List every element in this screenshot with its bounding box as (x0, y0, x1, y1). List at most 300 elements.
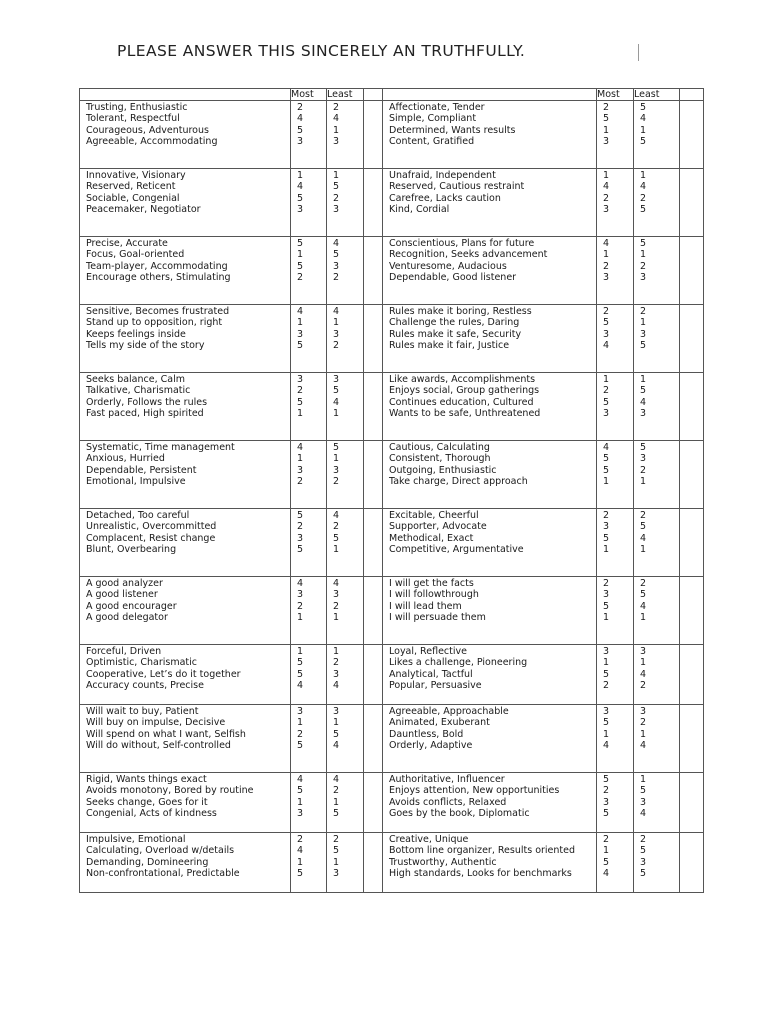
text-cursor (638, 44, 639, 61)
left-trait-cell (80, 645, 291, 705)
left-least-value: 1 (333, 611, 340, 623)
right-most-value: 5 (603, 856, 610, 868)
right-trait-value: Take charge, Direct approach (389, 475, 528, 487)
left-trait-value: Demanding, Domineering (86, 856, 209, 868)
right-most-cell[interactable] (597, 373, 634, 441)
right-most-value: 1 (603, 170, 610, 181)
right-trait-value: Animated, Exuberant (389, 717, 490, 729)
left-least-value: 2 (333, 192, 340, 204)
left-least-value: 2 (333, 339, 340, 351)
right-trait-value: Loyal, Reflective (389, 646, 467, 657)
right-most-value: 1 (603, 249, 610, 261)
left-most-value: 3 (297, 532, 304, 544)
left-trait-value: Sociable, Congenial (86, 192, 180, 204)
left-least-value: 4 (333, 774, 340, 785)
right-least-cell[interactable] (634, 773, 680, 833)
right-most-value: 1 (603, 728, 610, 740)
left-spacer-cell[interactable] (364, 509, 383, 577)
right-trait-value: Orderly, Adaptive (389, 739, 473, 751)
right-trait-value: I will lead them (389, 600, 462, 612)
right-trait-value: Trustworthy, Authentic (389, 856, 497, 868)
right-least-value: 4 (640, 396, 647, 408)
left-trait-value: A good delegator (86, 611, 168, 623)
right-most-value: 1 (603, 475, 610, 487)
right-least-value: 4 (640, 181, 647, 193)
right-spacer-cell[interactable] (680, 373, 704, 441)
group-row (80, 373, 704, 441)
left-least-cell[interactable] (327, 577, 364, 645)
left-least-value: 3 (333, 203, 340, 215)
right-most-cell[interactable] (597, 169, 634, 237)
left-trait-value: Accuracy counts, Precise (86, 679, 204, 691)
group-row (80, 441, 704, 509)
group-row (80, 833, 704, 893)
left-most-value: 2 (297, 102, 304, 113)
left-trait-value: A good encourager (86, 600, 177, 612)
left-most-value: 5 (297, 657, 304, 669)
right-least-value: 1 (640, 249, 647, 261)
left-trait-cell (80, 509, 291, 577)
left-spacer-cell[interactable] (364, 373, 383, 441)
left-trait-cell (80, 441, 291, 509)
left-trait-value: Reserved, Reticent (86, 181, 176, 193)
right-least-value: 5 (640, 521, 647, 533)
left-most-cell[interactable] (291, 169, 327, 237)
left-trait-cell (80, 705, 291, 773)
left-trait-value: Agreeable, Accommodating (86, 135, 218, 147)
right-trait-value: Cautious, Calculating (389, 442, 490, 453)
left-spacer-cell[interactable] (364, 773, 383, 833)
left-most-cell[interactable] (291, 509, 327, 577)
left-trait-value: Will spend on what I want, Selfish (86, 728, 246, 740)
right-most-value: 4 (603, 339, 610, 351)
left-trait-value: Emotional, Impulsive (86, 475, 186, 487)
left-least-value: 1 (333, 124, 340, 136)
left-spacer-cell[interactable] (364, 705, 383, 773)
left-trait-value: A good analyzer (86, 578, 163, 589)
right-trait-value: Rules make it safe, Security (389, 328, 522, 340)
right-trait-value: Content, Gratified (389, 135, 475, 147)
left-most-value: 1 (297, 717, 304, 729)
right-most-value: 2 (603, 785, 610, 797)
right-trait-value: Rules make it fair, Justice (389, 339, 510, 351)
right-most-value: 3 (603, 271, 610, 283)
group-row (80, 509, 704, 577)
left-most-value: 1 (297, 249, 304, 261)
left-most-value: 5 (297, 867, 304, 879)
left-trait-cell (80, 773, 291, 833)
right-spacer-cell[interactable] (680, 305, 704, 373)
right-least-value: 1 (640, 317, 647, 329)
left-most-value: 4 (297, 774, 304, 785)
left-most-value: 4 (297, 113, 304, 125)
right-trait-value: Authoritative, Influencer (389, 774, 505, 785)
right-most-cell[interactable] (597, 101, 634, 169)
right-most-cell[interactable] (597, 305, 634, 373)
right-most-value: 2 (603, 102, 610, 113)
left-least-cell[interactable] (327, 237, 364, 305)
left-spacer-cell[interactable] (364, 169, 383, 237)
right-least-value: 4 (640, 532, 647, 544)
right-trait-value: Recognition, Seeks advancement (389, 249, 548, 261)
left-spacer-cell[interactable] (364, 237, 383, 305)
right-trait-value: Simple, Compliant (389, 113, 477, 125)
right-most-value: 1 (603, 124, 610, 136)
left-trait-value: Keeps feelings inside (86, 328, 186, 340)
left-least-value: 3 (333, 135, 340, 147)
right-most-value: 1 (603, 845, 610, 857)
left-most-value: 2 (297, 385, 304, 397)
right-least-value: 1 (640, 170, 647, 181)
right-trait-cell (383, 645, 597, 705)
left-trait-value: Non-confrontational, Predictable (86, 867, 240, 879)
left-trait-cell (80, 101, 291, 169)
left-trait-value: Unrealistic, Overcommitted (86, 521, 217, 533)
left-most-value: 4 (297, 845, 304, 857)
left-trait-value: Seeks change, Goes for it (86, 796, 208, 808)
left-least-value: 1 (333, 543, 340, 555)
right-most-cell[interactable] (597, 773, 634, 833)
left-least-value: 4 (333, 238, 340, 249)
right-spacer-cell[interactable] (680, 773, 704, 833)
left-most-value: 1 (297, 646, 304, 657)
left-trait-value: Forceful, Driven (86, 646, 162, 657)
left-least-value: 3 (333, 260, 340, 272)
right-trait-value: Outgoing, Enthusiastic (389, 464, 497, 476)
left-least-value: 2 (333, 521, 340, 533)
right-most-value: 3 (603, 796, 610, 808)
left-spacer-cell[interactable] (364, 101, 383, 169)
right-most-header: Most (597, 89, 634, 101)
right-trait-value: Consistent, Thorough (389, 453, 491, 465)
left-most-value: 4 (297, 442, 304, 453)
left-least-value: 1 (333, 856, 340, 868)
right-most-cell[interactable] (597, 577, 634, 645)
survey-table (79, 88, 704, 893)
right-most-cell[interactable] (597, 237, 634, 305)
right-least-value: 4 (640, 600, 647, 612)
group-row (80, 577, 704, 645)
left-trait-value: Seeks balance, Calm (86, 374, 185, 385)
left-least-value: 4 (333, 578, 340, 589)
group-row (80, 773, 704, 833)
left-most-cell[interactable] (291, 237, 327, 305)
group-row (80, 705, 704, 773)
right-trait-value: Venturesome, Audacious (389, 260, 507, 272)
right-trait-value: Likes a challenge, Pioneering (389, 657, 528, 669)
right-most-value: 2 (603, 192, 610, 204)
right-most-value: 4 (603, 181, 610, 193)
left-trait-value: Peacemaker, Negotiator (86, 203, 201, 215)
left-most-value: 3 (297, 328, 304, 340)
right-trait-value: Unafraid, Independent (389, 170, 496, 181)
right-least-value: 2 (640, 464, 647, 476)
right-spacer-cell[interactable] (680, 441, 704, 509)
left-most-cell[interactable] (291, 373, 327, 441)
left-trait-cell (80, 373, 291, 441)
left-least-cell[interactable] (327, 101, 364, 169)
left-trait-cell (80, 577, 291, 645)
right-spacer-cell[interactable] (680, 509, 704, 577)
left-trait-value: Will wait to buy, Patient (86, 706, 199, 717)
left-trait-value: Cooperative, Let’s do it together (86, 668, 241, 680)
right-least-cell[interactable] (634, 705, 680, 773)
right-most-cell[interactable] (597, 833, 634, 893)
right-least-value: 5 (640, 339, 647, 351)
right-trait-cell (383, 305, 597, 373)
left-most-value: 5 (297, 339, 304, 351)
left-least-value: 4 (333, 306, 340, 317)
left-least-cell[interactable] (327, 305, 364, 373)
right-least-value: 1 (640, 728, 647, 740)
right-trait-value: Enjoys attention, New opportunities (389, 785, 560, 797)
right-least-value: 3 (640, 856, 647, 868)
right-least-cell[interactable] (634, 509, 680, 577)
left-trait-value: Anxious, Hurried (86, 453, 165, 465)
left-least-value: 4 (333, 510, 340, 521)
right-least-value: 4 (640, 113, 647, 125)
right-trait-value: Creative, Unique (389, 834, 469, 845)
group-row (80, 645, 704, 705)
left-least-value: 3 (333, 464, 340, 476)
left-most-cell[interactable] (291, 645, 327, 705)
right-most-value: 3 (603, 407, 610, 419)
survey-body (80, 101, 704, 893)
right-least-value: 2 (640, 260, 647, 272)
left-spacer-cell[interactable] (364, 577, 383, 645)
right-trait-value: Bottom line organizer, Results oriented (389, 845, 576, 857)
left-trait-value: Team-player, Accommodating (86, 260, 228, 272)
left-most-value: 5 (297, 260, 304, 272)
right-trait-value: Avoids conflicts, Relaxed (389, 796, 507, 808)
left-most-value: 5 (297, 238, 304, 249)
left-most-value: 4 (297, 181, 304, 193)
right-trait-value: Rules make it boring, Restless (389, 306, 532, 317)
right-most-cell[interactable] (597, 645, 634, 705)
left-spacer-cell[interactable] (364, 833, 383, 893)
left-most-cell[interactable] (291, 705, 327, 773)
left-most-cell[interactable] (291, 577, 327, 645)
right-least-value: 5 (640, 135, 647, 147)
left-least-value: 2 (333, 475, 340, 487)
right-most-cell[interactable] (597, 705, 634, 773)
left-trait-value: Calculating, Overload w/details (86, 845, 235, 857)
right-least-value: 2 (640, 192, 647, 204)
left-most-value: 1 (297, 611, 304, 623)
right-most-value: 5 (603, 396, 610, 408)
left-least-value: 4 (333, 113, 340, 125)
right-trait-value: Continues education, Cultured (389, 396, 534, 408)
left-most-value: 2 (297, 475, 304, 487)
left-most-cell[interactable] (291, 773, 327, 833)
right-spacer-cell[interactable] (680, 101, 704, 169)
left-trait-value: Optimistic, Charismatic (86, 657, 197, 669)
right-trait-value: Supporter, Advocate (389, 521, 487, 533)
right-least-value: 4 (640, 739, 647, 751)
right-most-value: 1 (603, 374, 610, 385)
right-spacer-cell[interactable] (680, 645, 704, 705)
right-spacer-cell[interactable] (680, 577, 704, 645)
right-trait-cell (383, 101, 597, 169)
left-most-cell[interactable] (291, 305, 327, 373)
left-most-value: 5 (297, 668, 304, 680)
header-row (80, 89, 704, 101)
right-most-value: 3 (603, 589, 610, 601)
right-trait-value: Competitive, Argumentative (389, 543, 524, 555)
right-least-value: 5 (640, 102, 647, 113)
right-least-value: 2 (640, 306, 647, 317)
left-least-cell[interactable] (327, 509, 364, 577)
left-trait-header (80, 89, 291, 101)
right-trait-cell (383, 237, 597, 305)
right-least-cell[interactable] (634, 373, 680, 441)
right-most-cell[interactable] (597, 509, 634, 577)
right-trait-value: Challenge the rules, Daring (389, 317, 520, 329)
right-least-cell[interactable] (634, 305, 680, 373)
right-spacer-cell[interactable] (680, 705, 704, 773)
right-least-value: 3 (640, 646, 647, 657)
left-most-value: 5 (297, 543, 304, 555)
right-trait-header (383, 89, 597, 101)
left-most-value: 1 (297, 407, 304, 419)
left-most-value: 3 (297, 807, 304, 819)
right-least-value: 2 (640, 679, 647, 691)
right-trait-value: Affectionate, Tender (389, 102, 485, 113)
right-least-cell[interactable] (634, 577, 680, 645)
right-least-value: 4 (640, 807, 647, 819)
right-most-value: 3 (603, 521, 610, 533)
left-least-cell[interactable] (327, 705, 364, 773)
left-trait-cell (80, 237, 291, 305)
right-most-value: 1 (603, 611, 610, 623)
left-trait-value: Stand up to opposition, right (86, 317, 223, 329)
page-title: PLEASE ANSWER THIS SINCERELY AN TRUTHFULLY. (117, 42, 526, 60)
left-most-value: 1 (297, 170, 304, 181)
left-most-value: 2 (297, 728, 304, 740)
right-trait-cell (383, 169, 597, 237)
left-most-value: 1 (297, 796, 304, 808)
left-spacer-cell[interactable] (364, 645, 383, 705)
left-least-cell[interactable] (327, 773, 364, 833)
group-row (80, 169, 704, 237)
left-spacer-cell[interactable] (364, 305, 383, 373)
right-spacer-cell[interactable] (680, 169, 704, 237)
right-least-value: 3 (640, 328, 647, 340)
left-least-cell[interactable] (327, 441, 364, 509)
left-least-cell[interactable] (327, 169, 364, 237)
right-least-value: 1 (640, 124, 647, 136)
left-most-value: 5 (297, 739, 304, 751)
right-trait-value: Popular, Persuasive (389, 679, 482, 691)
right-least-header: Least (634, 89, 680, 101)
left-least-value: 1 (333, 717, 340, 729)
group-row (80, 101, 704, 169)
left-trait-value: Rigid, Wants things exact (86, 774, 207, 785)
left-least-value: 5 (333, 845, 340, 857)
right-most-value: 5 (603, 453, 610, 465)
left-least-value: 4 (333, 396, 340, 408)
right-least-value: 1 (640, 374, 647, 385)
left-spacer-cell[interactable] (364, 441, 383, 509)
left-least-cell[interactable] (327, 833, 364, 893)
right-least-cell[interactable] (634, 237, 680, 305)
left-most-value: 2 (297, 271, 304, 283)
right-most-value: 2 (603, 578, 610, 589)
left-least-cell[interactable] (327, 645, 364, 705)
right-least-value: 3 (640, 271, 647, 283)
right-least-value: 3 (640, 796, 647, 808)
left-most-cell[interactable] (291, 833, 327, 893)
right-most-value: 3 (603, 135, 610, 147)
right-most-value: 2 (603, 260, 610, 272)
right-least-cell[interactable] (634, 833, 680, 893)
right-most-value: 5 (603, 807, 610, 819)
right-most-value: 2 (603, 679, 610, 691)
left-least-header: Least (327, 89, 364, 101)
right-most-value: 5 (603, 717, 610, 729)
left-most-value: 4 (297, 578, 304, 589)
right-least-cell[interactable] (634, 441, 680, 509)
left-most-value: 2 (297, 834, 304, 845)
right-least-value: 5 (640, 867, 647, 879)
left-trait-value: A good listener (86, 589, 158, 601)
left-most-value: 3 (297, 135, 304, 147)
right-trait-cell (383, 833, 597, 893)
left-least-value: 2 (333, 600, 340, 612)
right-trait-value: Analytical, Tactful (389, 668, 473, 680)
right-least-value: 5 (640, 845, 647, 857)
left-most-cell[interactable] (291, 101, 327, 169)
right-trait-value: I will persuade them (389, 611, 486, 623)
left-least-cell[interactable] (327, 373, 364, 441)
left-trait-value: Fast paced, High spirited (86, 407, 204, 419)
left-trait-value: Congenial, Acts of kindness (86, 807, 217, 819)
right-least-value: 1 (640, 475, 647, 487)
left-trait-value: Tolerant, Respectful (86, 113, 180, 125)
right-most-cell[interactable] (597, 441, 634, 509)
right-least-cell[interactable] (634, 101, 680, 169)
right-trait-value: Dependable, Good listener (389, 271, 517, 283)
right-least-value: 2 (640, 510, 647, 521)
right-most-value: 3 (603, 646, 610, 657)
right-spacer-cell[interactable] (680, 833, 704, 893)
right-trait-value: Methodical, Exact (389, 532, 474, 544)
right-trait-value: Wants to be safe, Unthreatened (389, 407, 541, 419)
right-least-value: 1 (640, 774, 647, 785)
left-most-cell[interactable] (291, 441, 327, 509)
left-least-value: 2 (333, 785, 340, 797)
left-trait-value: Tells my side of the story (86, 339, 205, 351)
right-spacer-cell[interactable] (680, 237, 704, 305)
right-most-value: 5 (603, 464, 610, 476)
right-least-cell[interactable] (634, 645, 680, 705)
right-least-cell[interactable] (634, 169, 680, 237)
left-trait-value: Focus, Goal-oriented (86, 249, 185, 261)
left-least-value: 5 (333, 807, 340, 819)
left-least-value: 1 (333, 646, 340, 657)
left-least-value: 2 (333, 657, 340, 669)
left-least-value: 5 (333, 249, 340, 261)
right-least-value: 1 (640, 611, 647, 623)
left-most-value: 5 (297, 396, 304, 408)
left-most-value: 2 (297, 521, 304, 533)
right-trait-value: Reserved, Cautious restraint (389, 181, 525, 193)
left-most-value: 3 (297, 706, 304, 717)
left-trait-value: Systematic, Time management (86, 442, 235, 453)
left-least-value: 3 (333, 867, 340, 879)
right-most-value: 5 (603, 600, 610, 612)
right-most-value: 5 (603, 774, 610, 785)
